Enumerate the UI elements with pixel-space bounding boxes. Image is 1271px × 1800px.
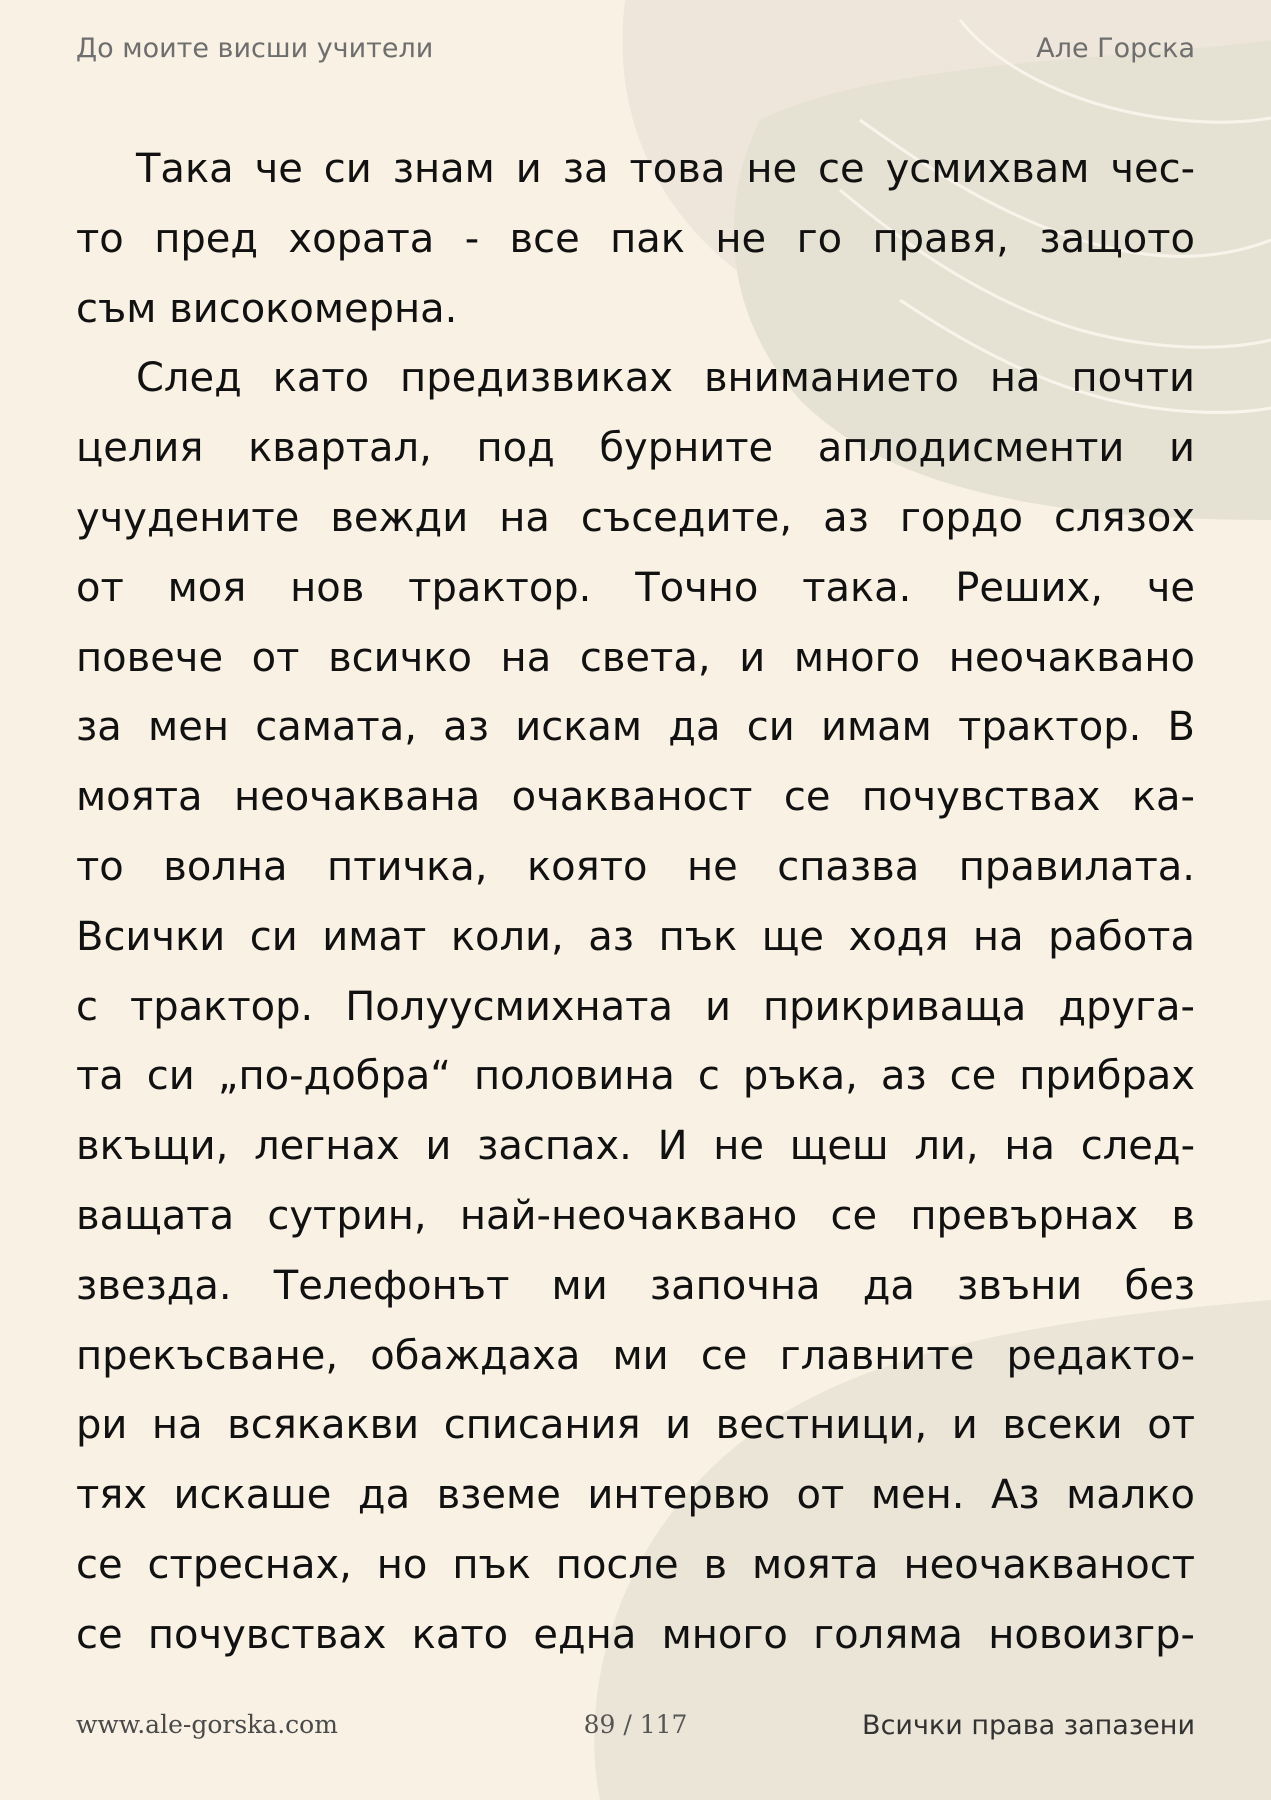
website-link[interactable]: www.ale-gorska.com xyxy=(76,1710,338,1739)
text-line: от моя нов трактор. Точно така. Реших, че xyxy=(76,564,1195,611)
text-line: та си „по-добра“ половина с ръка, аз се прибрах xyxy=(76,1053,1195,1100)
author-name: Але Горска xyxy=(1036,33,1195,64)
page-body-text xyxy=(76,135,1195,1671)
text-line: за мен самата, аз искам да си имам трактор. В xyxy=(76,704,1195,751)
text-line: повече от всичко на света, и много неочаквано xyxy=(76,634,1195,681)
text-line: то волна птичка, която не спазва правилата. xyxy=(76,843,1195,890)
text-line: прекъсване, обаждаха ми се главните редакто- xyxy=(76,1332,1195,1379)
text-line: ри на всякакви списания и вестници, и всеки от xyxy=(76,1402,1195,1449)
page-number: 89 / 117 xyxy=(583,1710,688,1739)
text-line: моята неочаквана очакваност се почувствах ка- xyxy=(76,774,1195,821)
text-line: се почувствах като една много голяма новоизгр- xyxy=(76,1611,1195,1658)
text-line: След като предизвиках вниманието на почти xyxy=(136,355,1195,402)
page-header xyxy=(76,33,1195,69)
page-footer xyxy=(76,1710,1195,1750)
text-line: вкъщи, легнах и заспах. И не щеш ли, на след- xyxy=(76,1123,1195,1170)
text-line: се стреснах, но пък после в моята неочакваност xyxy=(76,1541,1195,1588)
book-title: До моите висши учители xyxy=(76,33,434,64)
copyright-notice: Всички права запазени xyxy=(862,1710,1195,1741)
text-line: целия квартал, под бурните аплодисменти и xyxy=(76,425,1195,472)
text-line: с трактор. Полуусмихната и прикриваща друга- xyxy=(76,983,1195,1030)
text-line: Всички си имат коли, аз пък ще ходя на работа xyxy=(76,913,1195,960)
text-line: тях искаше да вземе интервю от мен. Аз малко xyxy=(76,1472,1195,1519)
text-line: ващата сутрин, най-неочаквано се превърнах в xyxy=(76,1192,1195,1239)
text-line: учудените вежди на съседите, аз гордо слязох xyxy=(76,494,1195,541)
text-line: то пред хората - все пак не го правя, защото xyxy=(76,215,1195,262)
text-line: звезда. Телефонът ми започна да звъни без xyxy=(76,1262,1195,1309)
text-line: съм високомерна. xyxy=(76,285,458,332)
text-line: Така че си знам и за това не се усмихвам чес- xyxy=(136,146,1195,192)
